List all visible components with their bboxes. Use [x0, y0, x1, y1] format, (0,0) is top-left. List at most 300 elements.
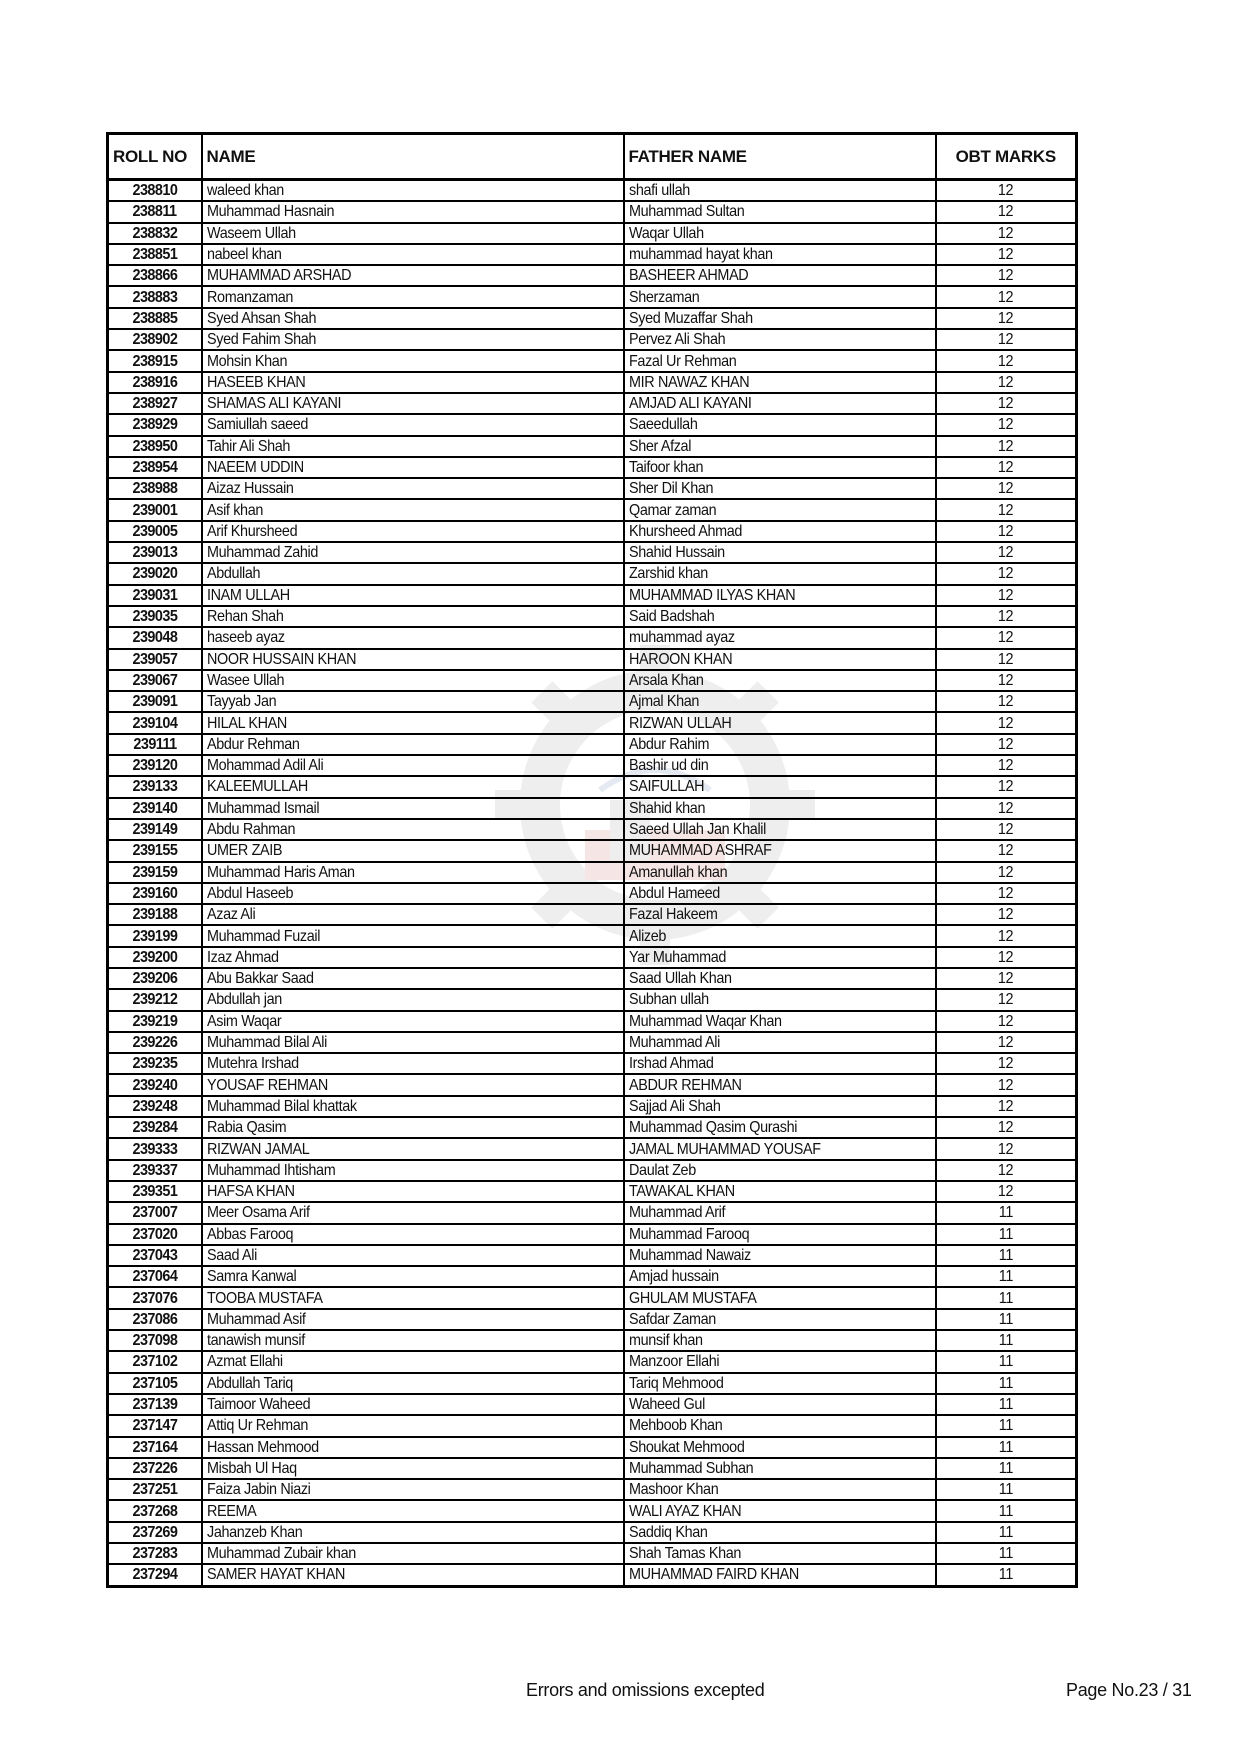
father-name-cell [624, 1415, 936, 1436]
obt-marks-cell [936, 1415, 1077, 1436]
name-cell-text: Mohammad Adil Ali [206, 757, 323, 775]
roll-no-cell [108, 883, 202, 904]
father-name-cell [624, 819, 936, 840]
obt-marks-cell [936, 1266, 1077, 1287]
name-cell [202, 968, 624, 989]
table-row [108, 947, 1077, 968]
obt-marks-cell-text: 12 [998, 1140, 1014, 1158]
roll-no-cell [108, 1117, 202, 1138]
name-cell [202, 1011, 624, 1032]
father-name-cell [624, 883, 936, 904]
table-row [108, 1181, 1077, 1202]
roll-no-cell-text: 239248 [132, 1097, 178, 1115]
roll-no-cell [108, 1266, 202, 1287]
name-cell [202, 691, 624, 712]
table-row [108, 798, 1077, 819]
roll-no-cell-text: 239120 [132, 757, 178, 775]
father-name-cell [624, 1564, 936, 1586]
name-cell-text: Muhammad Zahid [206, 544, 318, 562]
header-father-name: FATHER NAME [624, 134, 936, 180]
obt-marks-cell [936, 308, 1077, 329]
father-name-cell [624, 1160, 936, 1181]
father-name-cell-text: Taifoor khan [628, 459, 703, 476]
roll-no-cell-text: 239235 [132, 1055, 178, 1073]
roll-no-cell-text: 239149 [132, 821, 178, 839]
roll-no-cell [108, 947, 202, 968]
table-row [108, 691, 1077, 712]
obt-marks-cell-text: 12 [998, 671, 1014, 689]
roll-no-cell [108, 627, 202, 648]
roll-no-cell-text: 238902 [132, 331, 178, 349]
obt-marks-cell [936, 1096, 1077, 1117]
father-name-cell-text: GHULAM MUSTAFA [628, 1289, 757, 1307]
obt-marks-cell-text: 12 [998, 1119, 1014, 1137]
table-row [108, 1245, 1077, 1266]
name-cell-text: Syed Fahim Shah [206, 331, 316, 349]
table-row [108, 1437, 1077, 1458]
table-row [108, 925, 1077, 946]
obt-marks-cell-text: 12 [998, 1161, 1014, 1179]
roll-no-cell [108, 308, 202, 329]
roll-no-cell-text: 239067 [132, 671, 178, 689]
name-cell-text: Tahir Ali Shah [206, 437, 290, 455]
roll-no-cell [108, 1522, 202, 1543]
father-name-cell-text: Said Badshah [628, 608, 714, 626]
father-name-cell [624, 627, 936, 648]
roll-no-cell-text: 238851 [132, 246, 178, 264]
name-cell [202, 1287, 624, 1308]
obt-marks-cell-text: 11 [998, 1417, 1013, 1435]
roll-no-cell [108, 436, 202, 457]
obt-marks-cell [936, 883, 1077, 904]
table-row [108, 350, 1077, 371]
father-name-cell [624, 1330, 936, 1351]
table-header-row [108, 134, 1077, 180]
roll-no-cell-text: 239333 [132, 1140, 178, 1158]
roll-no-cell-text: 237226 [132, 1459, 178, 1477]
obt-marks-cell [936, 521, 1077, 542]
roll-no-cell [108, 1096, 202, 1117]
roll-no-cell [108, 1394, 202, 1415]
name-cell [202, 1160, 624, 1181]
father-name-cell [624, 223, 936, 244]
obt-marks-cell-text: 12 [998, 203, 1014, 221]
roll-no-cell-text: 239337 [132, 1161, 178, 1179]
roll-no-cell [108, 393, 202, 414]
obt-marks-cell-text: 12 [998, 693, 1014, 711]
father-name-cell-text: ABDUR REHMAN [628, 1076, 741, 1094]
obt-marks-cell [936, 1522, 1077, 1543]
obt-marks-cell-text: 12 [998, 821, 1014, 839]
name-cell [202, 947, 624, 968]
father-name-cell-text: Mehboob Khan [628, 1417, 722, 1435]
table-row [108, 563, 1077, 584]
roll-no-cell-text: 239020 [132, 565, 178, 583]
name-cell [202, 883, 624, 904]
father-name-cell [624, 649, 936, 670]
footer-disclaimer: Errors and omissions excepted [526, 1680, 765, 1700]
name-cell [202, 244, 624, 265]
roll-no-cell-text: 239159 [132, 863, 178, 881]
name-cell-text: Muhammad Haris Aman [206, 863, 355, 881]
father-name-cell [624, 1500, 936, 1521]
roll-no-cell [108, 670, 202, 691]
father-name-cell [624, 1053, 936, 1074]
roll-no-cell [108, 180, 202, 202]
roll-no-cell [108, 755, 202, 776]
father-name-cell-text: Pervez Ali Shah [628, 331, 725, 349]
table-row [108, 968, 1077, 989]
obt-marks-cell [936, 606, 1077, 627]
name-cell [202, 1351, 624, 1372]
name-cell-text: Abu Bakkar Saad [206, 970, 314, 988]
roll-no-cell [108, 350, 202, 371]
obt-marks-cell [936, 180, 1077, 202]
obt-marks-cell-text: 12 [998, 373, 1014, 391]
roll-no-cell [108, 223, 202, 244]
roll-no-cell [108, 1500, 202, 1521]
table-row [108, 1032, 1077, 1053]
name-cell [202, 734, 624, 755]
roll-no-cell-text: 238927 [132, 395, 178, 413]
obt-marks-cell [936, 1437, 1077, 1458]
obt-marks-cell [936, 649, 1077, 670]
obt-marks-cell-text: 12 [998, 735, 1014, 753]
father-name-cell [624, 1543, 936, 1564]
roll-no-cell-text: 238915 [132, 352, 178, 370]
obt-marks-cell [936, 1500, 1077, 1521]
table-row [108, 862, 1077, 883]
obt-marks-cell [936, 925, 1077, 946]
obt-marks-cell-text: 12 [998, 1055, 1014, 1073]
roll-no-cell-text: 239206 [132, 970, 178, 988]
obt-marks-cell-text: 12 [998, 884, 1014, 902]
father-name-cell-text: Bashir ud din [628, 757, 708, 775]
roll-no-cell-text: 237102 [132, 1353, 178, 1371]
roll-no-cell [108, 1160, 202, 1181]
father-name-cell [624, 372, 936, 393]
name-cell-text: Meer Osama Arif [206, 1204, 310, 1222]
father-name-cell-text: SAIFULLAH [628, 778, 704, 796]
roll-no-cell [108, 542, 202, 563]
name-cell [202, 372, 624, 393]
roll-no-cell [108, 414, 202, 435]
father-name-cell-text: Shah Tamas Khan [628, 1545, 741, 1563]
roll-no-cell-text: 237043 [132, 1246, 178, 1264]
name-cell-text: KALEEMULLAH [206, 778, 308, 796]
father-name-cell [624, 201, 936, 222]
roll-no-cell [108, 286, 202, 307]
table-row [108, 478, 1077, 499]
table-row [108, 1394, 1077, 1415]
table-row [108, 1224, 1077, 1245]
obt-marks-cell [936, 968, 1077, 989]
name-cell-text: Muhammad Bilal Ali [206, 1034, 327, 1052]
father-name-cell [624, 180, 936, 202]
father-name-cell-text: Safdar Zaman [628, 1310, 716, 1328]
roll-no-cell-text: 239104 [132, 714, 178, 732]
father-name-cell-text: Abdur Rahim [628, 735, 709, 753]
father-name-cell-text: Saddiq Khan [628, 1523, 708, 1541]
father-name-cell [624, 585, 936, 606]
obt-marks-cell-text: 12 [998, 416, 1014, 434]
name-cell-text: Izaz Ahmad [206, 948, 279, 966]
obt-marks-cell-text: 11 [998, 1566, 1013, 1584]
name-cell-text: Muhammad Asif [206, 1310, 306, 1328]
father-name-cell [624, 1202, 936, 1223]
obt-marks-cell-text: 12 [998, 1034, 1014, 1052]
table-row [108, 1053, 1077, 1074]
father-name-cell-text: Sherzaman [628, 288, 699, 306]
obt-marks-cell [936, 372, 1077, 393]
obt-marks-cell [936, 904, 1077, 925]
roll-no-cell-text: 238810 [132, 182, 178, 200]
name-cell [202, 1479, 624, 1500]
roll-no-cell [108, 585, 202, 606]
name-cell-text: Jahanzeb Khan [206, 1523, 302, 1541]
roll-no-cell-text: 237007 [132, 1204, 178, 1222]
obt-marks-cell [936, 862, 1077, 883]
obt-marks-cell [936, 286, 1077, 307]
obt-marks-cell-text: 12 [998, 608, 1014, 626]
table-row [108, 436, 1077, 457]
table-row [108, 840, 1077, 861]
name-cell-text: Wasee Ullah [206, 671, 284, 689]
table-row [108, 372, 1077, 393]
roll-no-cell [108, 798, 202, 819]
table-row [108, 457, 1077, 478]
name-cell [202, 1437, 624, 1458]
name-cell-text: Abbas Farooq [206, 1225, 293, 1243]
name-cell-text: Azmat Ellahi [206, 1353, 283, 1371]
obt-marks-cell [936, 478, 1077, 499]
table-row [108, 776, 1077, 797]
roll-no-cell-text: 237076 [132, 1289, 178, 1307]
obt-marks-cell-text: 12 [998, 331, 1014, 349]
father-name-cell-text: Mashoor Khan [628, 1481, 718, 1499]
father-name-cell [624, 499, 936, 520]
name-cell [202, 606, 624, 627]
roll-no-cell-text: 237294 [132, 1566, 178, 1584]
roll-no-cell-text: 239199 [132, 927, 178, 945]
name-cell-text: SAMER HAYAT KHAN [206, 1566, 345, 1584]
roll-no-cell [108, 1074, 202, 1095]
father-name-cell-text: MIR NAWAZ KHAN [628, 373, 749, 391]
obt-marks-cell [936, 201, 1077, 222]
obt-marks-cell-text: 11 [998, 1289, 1013, 1307]
roll-no-cell-text: 237105 [132, 1374, 178, 1392]
name-cell-text: Abdur Rehman [206, 735, 300, 753]
roll-no-cell [108, 904, 202, 925]
father-name-cell [624, 968, 936, 989]
obt-marks-cell [936, 1160, 1077, 1181]
obt-marks-cell [936, 691, 1077, 712]
obt-marks-cell-text: 12 [998, 480, 1014, 498]
father-name-cell [624, 989, 936, 1010]
page-number: Page No.23 / 31 [1066, 1680, 1192, 1700]
roll-no-cell [108, 521, 202, 542]
roll-no-cell-text: 238883 [132, 288, 178, 306]
obt-marks-cell [936, 734, 1077, 755]
father-name-cell-text: Daulat Zeb [628, 1161, 696, 1179]
father-name-cell-text: Muhammad Nawaiz [628, 1246, 751, 1264]
name-cell [202, 286, 624, 307]
name-cell-text: NOOR HUSSAIN KHAN [206, 650, 356, 668]
name-cell [202, 1500, 624, 1521]
table-row [108, 201, 1077, 222]
father-name-cell-text: Muhammad Qasim Qurashi [628, 1119, 797, 1137]
table-row [108, 1160, 1077, 1181]
obt-marks-cell-text: 12 [998, 288, 1014, 306]
name-cell [202, 436, 624, 457]
father-name-cell [624, 798, 936, 819]
name-cell [202, 1224, 624, 1245]
roll-no-cell-text: 237164 [132, 1438, 178, 1456]
father-name-cell [624, 1224, 936, 1245]
roll-no-cell-text: 239140 [132, 799, 178, 817]
obt-marks-cell [936, 542, 1077, 563]
table-row [108, 1117, 1077, 1138]
name-cell-text: Mohsin Khan [206, 352, 287, 370]
roll-no-cell [108, 1479, 202, 1500]
obt-marks-cell-text: 12 [998, 459, 1014, 476]
roll-no-cell [108, 819, 202, 840]
obt-marks-cell [936, 1543, 1077, 1564]
obt-marks-cell [936, 329, 1077, 350]
table-row [108, 499, 1077, 520]
name-cell [202, 1117, 624, 1138]
table-row [108, 1074, 1077, 1095]
name-cell [202, 308, 624, 329]
father-name-cell [624, 1074, 936, 1095]
father-name-cell-text: JAMAL MUHAMMAD YOUSAF [628, 1140, 821, 1158]
father-name-cell-text: Muhammad Sultan [628, 203, 744, 221]
obt-marks-cell [936, 819, 1077, 840]
name-cell-text: Mutehra Irshad [206, 1055, 299, 1073]
obt-marks-cell-text: 11 [998, 1353, 1013, 1371]
father-name-cell [624, 1522, 936, 1543]
table-row [108, 286, 1077, 307]
name-cell-text: YOUSAF REHMAN [206, 1076, 328, 1094]
roll-no-cell-text: 238866 [132, 267, 178, 285]
name-cell [202, 798, 624, 819]
father-name-cell-text: Sher Dil Khan [628, 480, 713, 498]
table-row [108, 1330, 1077, 1351]
obt-marks-cell [936, 1224, 1077, 1245]
obt-marks-cell [936, 436, 1077, 457]
roll-no-cell [108, 1202, 202, 1223]
name-cell-text: Muhammad Hasnain [206, 203, 334, 221]
father-name-cell-text: Alizeb [628, 927, 666, 945]
roll-no-cell [108, 1415, 202, 1436]
father-name-cell-text: muhammad hayat khan [628, 246, 773, 264]
roll-no-cell [108, 691, 202, 712]
obt-marks-cell-text: 12 [998, 991, 1014, 1009]
name-cell [202, 1415, 624, 1436]
obt-marks-cell-text: 12 [998, 565, 1014, 583]
name-cell [202, 1458, 624, 1479]
roll-no-cell-text: 237020 [132, 1225, 178, 1243]
roll-no-cell-text: 239212 [132, 991, 178, 1009]
obt-marks-cell [936, 1074, 1077, 1095]
table-row [108, 244, 1077, 265]
name-cell [202, 925, 624, 946]
father-name-cell [624, 1287, 936, 1308]
table-row [108, 1351, 1077, 1372]
obt-marks-cell [936, 776, 1077, 797]
father-name-cell-text: Amanullah khan [628, 863, 727, 881]
father-name-cell-text: Qamar zaman [628, 501, 716, 519]
name-cell [202, 265, 624, 286]
roll-no-cell [108, 1138, 202, 1159]
name-cell [202, 1564, 624, 1586]
roll-no-cell [108, 201, 202, 222]
name-cell-text: haseeb ayaz [206, 629, 285, 647]
obt-marks-cell-text: 12 [998, 714, 1014, 732]
obt-marks-cell [936, 1287, 1077, 1308]
name-cell [202, 1096, 624, 1117]
name-cell-text: HILAL KHAN [206, 714, 287, 732]
roll-no-cell-text: 239219 [132, 1012, 178, 1030]
obt-marks-cell [936, 1202, 1077, 1223]
father-name-cell-text: AMJAD ALI KAYANI [628, 395, 752, 413]
obt-marks-cell-text: 12 [998, 309, 1014, 327]
name-cell-text: REEMA [206, 1502, 256, 1520]
name-cell-text: Muhammad Zubair khan [206, 1545, 356, 1563]
obt-marks-cell [936, 1053, 1077, 1074]
obt-marks-cell-text: 11 [998, 1438, 1013, 1456]
father-name-cell-text: Muhammad Waqar Khan [628, 1012, 782, 1030]
father-name-cell-text: HAROON KHAN [628, 650, 732, 668]
name-cell-text: Romanzaman [206, 288, 293, 306]
name-cell [202, 1373, 624, 1394]
name-cell [202, 393, 624, 414]
name-cell-text: RIZWAN JAMAL [206, 1140, 309, 1158]
obt-marks-cell-text: 12 [998, 927, 1014, 945]
obt-marks-cell-text: 11 [998, 1310, 1013, 1328]
father-name-cell [624, 734, 936, 755]
obt-marks-cell-text: 11 [998, 1268, 1013, 1286]
roll-no-cell-text: 239160 [132, 884, 178, 902]
table-row [108, 1202, 1077, 1223]
roll-no-cell [108, 1053, 202, 1074]
roll-no-cell-text: 239284 [132, 1119, 178, 1137]
obt-marks-cell-text: 12 [998, 906, 1014, 924]
obt-marks-cell [936, 244, 1077, 265]
name-cell [202, 776, 624, 797]
father-name-cell [624, 1245, 936, 1266]
father-name-cell-text: Muhammad Subhan [628, 1459, 753, 1477]
roll-no-cell [108, 329, 202, 350]
obt-marks-cell-text: 12 [998, 842, 1014, 860]
obt-marks-cell [936, 670, 1077, 691]
father-name-cell-text: Saad Ullah Khan [628, 970, 732, 988]
father-name-cell-text: Syed Muzaffar Shah [628, 309, 753, 327]
name-cell-text: Tayyab Jan [206, 693, 276, 711]
obt-marks-cell [936, 350, 1077, 371]
name-cell [202, 350, 624, 371]
father-name-cell [624, 457, 936, 478]
obt-marks-cell [936, 1011, 1077, 1032]
table-row [108, 1287, 1077, 1308]
father-name-cell-text: Waheed Gul [628, 1396, 705, 1414]
roll-no-cell [108, 649, 202, 670]
roll-no-cell-text: 237139 [132, 1396, 178, 1414]
father-name-cell-text: muhammad ayaz [628, 629, 735, 647]
name-cell [202, 989, 624, 1010]
father-name-cell [624, 862, 936, 883]
father-name-cell-text: RIZWAN ULLAH [628, 714, 731, 732]
